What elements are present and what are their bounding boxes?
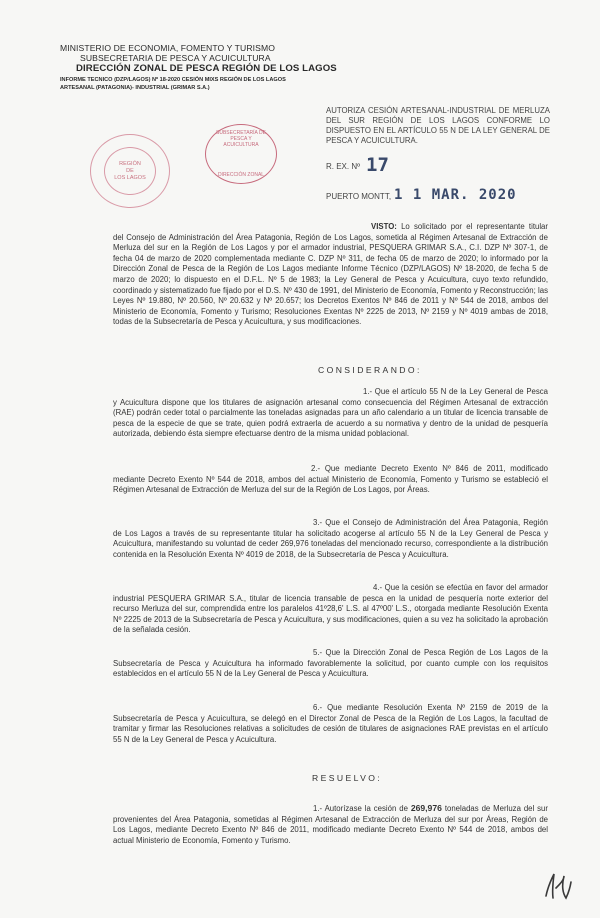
ministry-name: MINISTERIO DE ECONOMIA, FOMENTO Y TURISMO: [60, 43, 275, 53]
signature-initials-icon: [540, 868, 576, 904]
resuelvo-text: 1.- Autorízase la cesión de: [313, 804, 411, 813]
stamp-bottom-text: DIRECCIÓN ZONAL: [217, 172, 265, 178]
resolution-label: R. EX. Nº: [326, 162, 361, 171]
considerando-text: 3.- Que el Consejo de Administración del Área Patagonia, Región de Los Lagos a través de su representante titular ha solicitado acogerse al artículo 55 N de la Ley General de Pesca y Acuicultura, manifestando su voluntad de ceder 269,976 toneladas del mencionado recurso, correspondiente a la distribución contenida en la Resolución Exenta Nº 4019 de 2018, de la Subsecretaría de Pesca y Acuicultura.: [113, 518, 548, 559]
visto-label: VISTO:: [371, 222, 397, 231]
undersecretariat-name: SUBSECRETARIA DE PESCA Y ACUICULTURA: [80, 53, 271, 63]
authorization-summary: AUTORIZA CESIÓN ARTESANAL-INDUSTRIAL DE MERLUZA DEL SUR REGIÓN DE LOS LAGOS CONFORME LO DISPUESTO EN EL ARTÍCULO 55 N DE LA LEY GENERAL DE PESCA Y ACUICULTURA.: [326, 106, 550, 145]
stamp-top-text: SUBSECRETARÍA DE PESCA Y ACUICULTURA: [216, 130, 266, 148]
considerando-item: [113, 387, 548, 440]
considerando-text: 5.- Que la Dirección Zonal de Pesca Región de Los Lagos de la Subsecretaría de Pesca y Acuicultura ha informado favorablemente la solicitud, por cuanto cumple con los requisitos establecidos en el artículo 55 N de la Ley General de Pesca y Acuicultura.: [113, 648, 548, 679]
resuelvo-text: toneladas de: [441, 804, 491, 813]
considerando-item: [113, 648, 548, 680]
visto-paragraph: [113, 222, 548, 328]
received-stamp: [205, 124, 277, 184]
considerando-item: [113, 703, 548, 745]
ceded-tonnage: 269,976: [410, 803, 442, 813]
considerando-text: 2.- Que mediante Decreto Exento Nº 846 de 2011, modificado mediante Decreto Exento Nº 544 de 2018, ambos del actual Ministerio de Economía, Fomento y Turismo se estableció el Régimen Artesanal de Extracción de Merluza del sur de la Región de Los Lagos, por Áreas.: [113, 464, 548, 495]
seal-line: REGIÓN: [119, 160, 141, 167]
considerando-text: 1.- Que el artículo 55 N de la Ley General de Pesca y Acuicultura dispone que los titulares de asignación artesanal como consecuencia del Régimen Artesanal de extracción (RAE) podrán ceder total o parcialmente las toneladas asignadas para un año calendario a un titular de licencia transable de pesca de la especie de que se trate, quien podrá extraerla de acuerdo a su normativa y dentro de la unidad de pesquería autorizada, debiendo ésta siempre efectuarse dentro de la misma unidad poblacional.: [113, 387, 548, 439]
considerando-item: [113, 464, 548, 496]
resuelvo-heading: RESUELVO:: [312, 773, 383, 783]
considerando-item: [113, 583, 548, 636]
direction-name: DIRECCIÓN ZONAL DE PESCA REGIÓN DE LOS LAGOS: [76, 63, 337, 74]
resuelvo-text: Merluza del sur provenientes del Área Patagonia, sometidas al Régimen Artesanal de Extracción de Merluza del sur por Áreas, Región de Los Lagos, mediante Decreto Exento Nº 846 de 2011, modificado mediante Decreto Exento Nº 544 de 2018, ambos del actual Ministerio de Economía, Fomento y Turismo.: [113, 804, 548, 845]
considerando-item: [113, 518, 548, 560]
resuelvo-item: [113, 803, 548, 846]
letterhead: [60, 43, 360, 92]
seal-line: LOS LAGOS: [114, 174, 146, 181]
considerando-heading: CONSIDERANDO:: [318, 365, 422, 375]
considerando-text: 4.- Que la cesión se efectúa en favor del armador industrial PESQUERA GRIMAR S.A., titular de licencia transable de pesca en la unidad de pesquería norte exterior del recurso Merluza del sur, comprendida entre los paralelos 41º28,6' L.S. al 47º00' L.S., otorgada mediante Resolución Exenta Nº 2225 de 2013 de la Subsecretaría de Pesca y Acuicultura, y sus modificaciones, quien a su vez ha solicitado la aprobación de la señalada cesión.: [113, 583, 548, 635]
seal-center: [104, 147, 156, 195]
visto-text: Lo solicitado por el representante titular del Consejo de Administración del Área Patagonia, Región de Los Lagos, sometida al Régimen Artesanal de Extracción de Merluza del sur en la Región de Los Lagos y por el armador industrial, PESQUERA GRIMAR S.A., C.I. DZP Nº 307-1, de fecha 04 de marzo de 2020 complementada mediante C. DZP Nº 311, de fecha 05 de marzo de 2020; lo informado por la Dirección Zonal de Pesca de la Región de Los Lagos mediante Informe Técnico (DZP/LAGOS) Nº 18-2020, de fecha 5 de marzo de 2020; lo dispuesto en el D.F.L. Nº 5 de 1983; la Ley General de Pesca y Acuicultura, cuyo texto refundido, coordinado y sistematizado fue fijado por el D.S. Nº 430 de 1991, del Ministerio de Economía, Fomento y Reconstrucción; las Leyes Nº 19.880, Nº 20.560, Nº 20.632 y Nº 20.657; los Decretos Exentos Nº 846 de 2011 y Nº 544 de 2018, ambos del Ministerio de Economía, Fomento y Turismo; Resoluciones Exentas Nº 2225 de 2013, Nº 2159 y Nº 4019 ambas de 2018, todas de la Subsecretaría de Pesca y Acuicultura, y sus modificaciones.: [113, 222, 548, 327]
resolution-city: PUERTO MONTT,: [326, 192, 392, 201]
resolution-date: 1 1 MAR. 2020: [394, 187, 517, 203]
official-seal: [90, 134, 170, 208]
considerando-text: 6.- Que mediante Resolución Exenta Nº 2159 de 2019 de la Subsecretaría de Pesca y Acuicultura, se delegó en el Director Zonal de Pesca de la Región de Los Lagos, la facultad de tramitar y firmar las Resoluciones relativas a solicitudes de cesión de titulares de asignaciones RAE previstas en el artículo 55 N de la Ley General de Pesca y Acuicultura.: [113, 703, 548, 744]
seal-line: DE: [126, 167, 134, 174]
report-reference: INFORME TECNICO (DZP/LAGOS) Nº 18-2020 CESIÓN MIXS REGIÓN DE LOS LAGOS: [60, 77, 286, 83]
resolution-number: 17: [366, 154, 389, 176]
parties-reference: ARTESANAL (PATAGONIA)- INDUSTRIAL (GRIMAR S.A.): [60, 85, 210, 91]
